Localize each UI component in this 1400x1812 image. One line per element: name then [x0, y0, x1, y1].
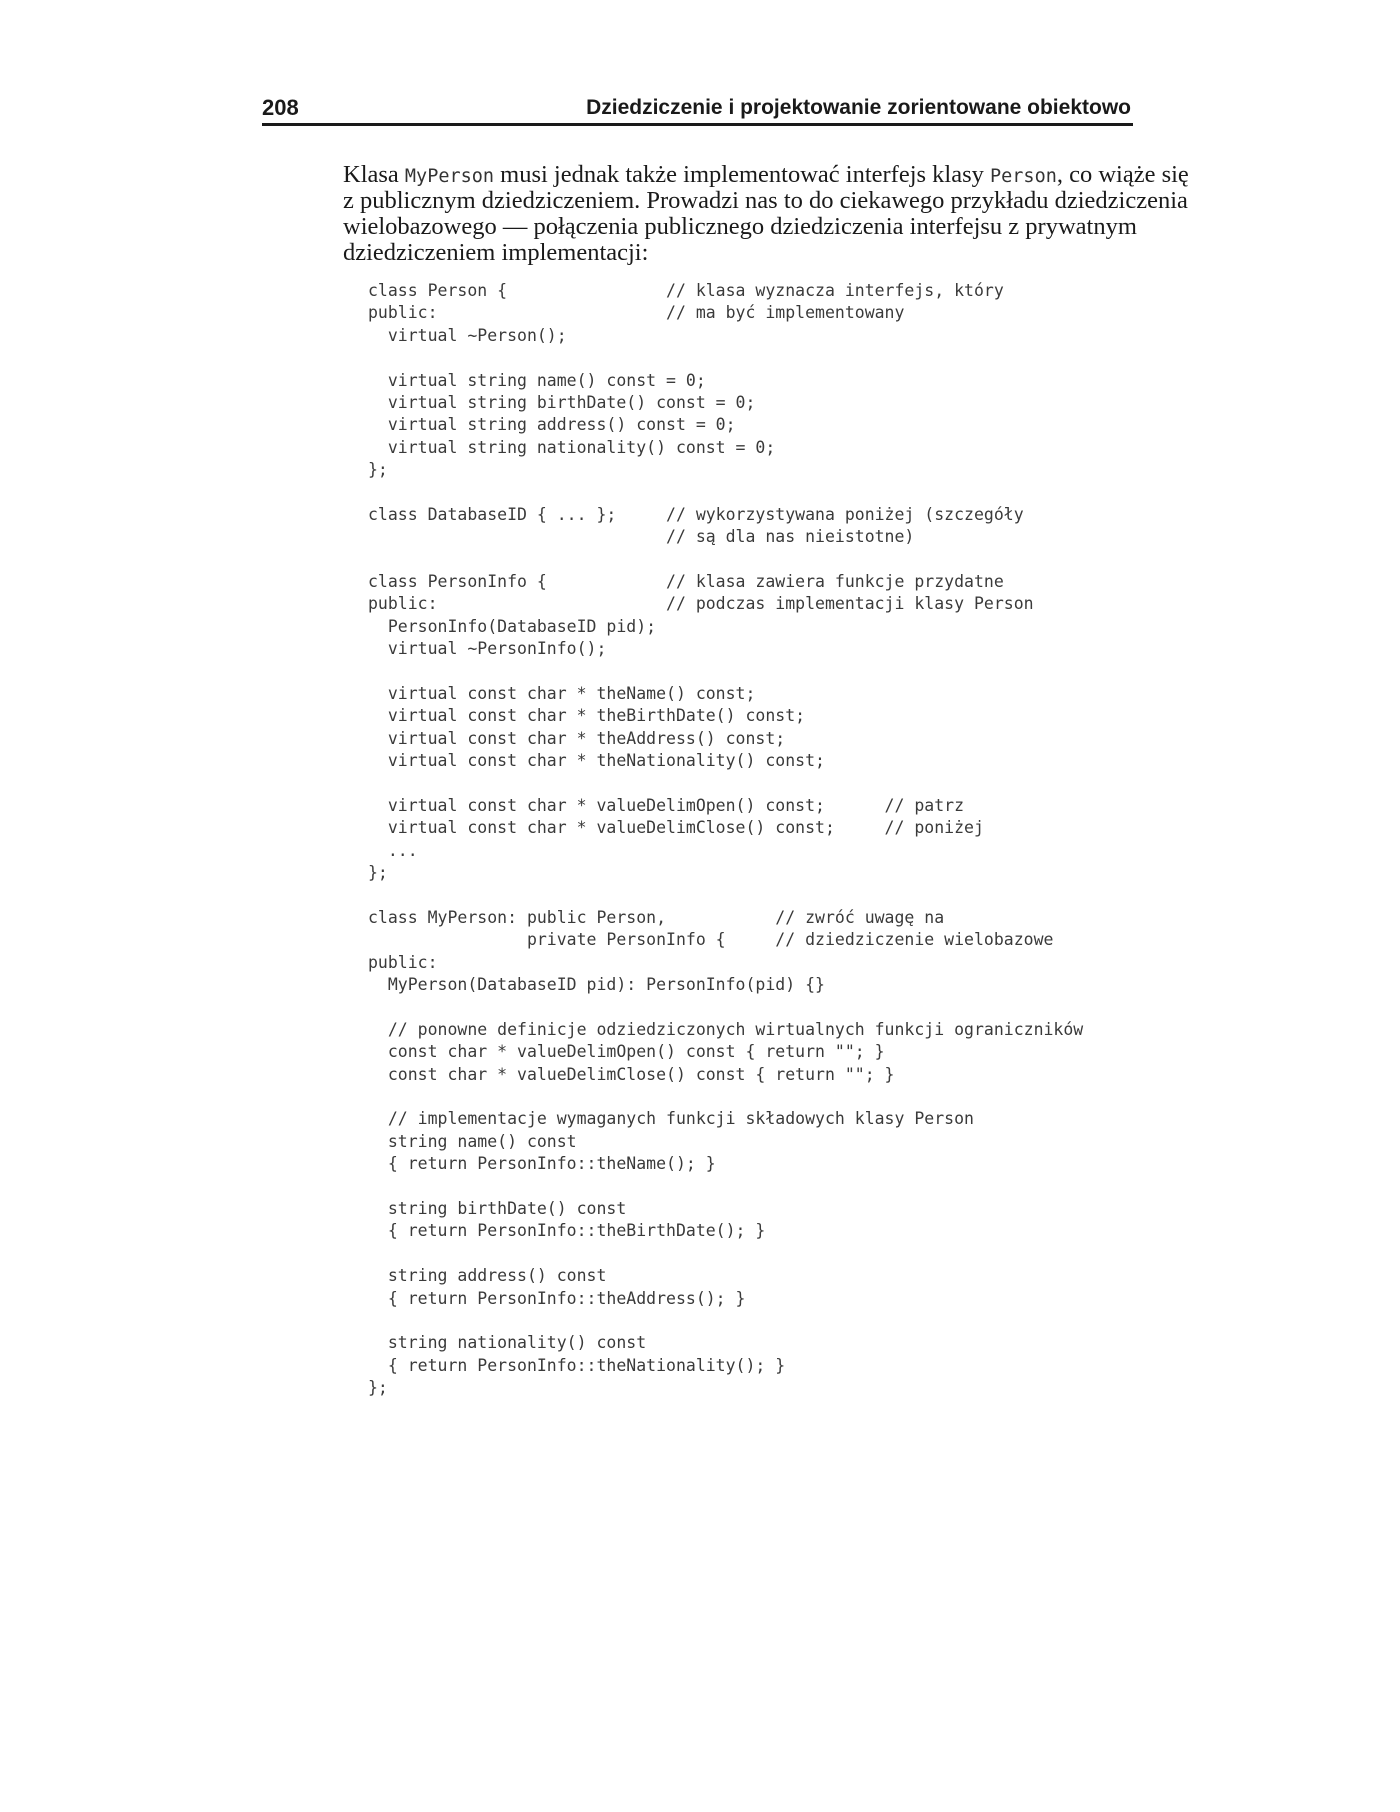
code-listing [368, 280, 1083, 1400]
code-line: // ponowne definicje odziedziczonych wirtualnych funkcji ograniczników [368, 1019, 1084, 1039]
code-line [368, 347, 1083, 369]
page-header [262, 93, 1133, 126]
paragraph-line-1 [343, 161, 1189, 188]
code-line: const char * valueDelimClose() const { return ""; } [368, 1064, 895, 1084]
code-line: virtual const char * theName() const; [368, 684, 756, 704]
inline-code-person: Person [990, 166, 1057, 187]
body-paragraph [343, 161, 1189, 266]
code-line: const char * valueDelimOpen() const { return ""; } [368, 1042, 885, 1062]
code-line: MyPerson(DatabaseID pid): PersonInfo(pid) {} [368, 975, 825, 995]
code-line [368, 885, 1083, 907]
code-line: { return PersonInfo::theNationality(); } [368, 1355, 786, 1375]
code-line: { return PersonInfo::theBirthDate(); } [368, 1221, 766, 1241]
code-line [368, 1243, 1083, 1265]
code-line: virtual string address() const = 0; [368, 415, 736, 435]
code-line [368, 1086, 1083, 1108]
code-line: }; [368, 460, 388, 480]
inline-code-myperson: MyPerson [404, 166, 495, 187]
code-line: virtual const char * theAddress() const; [368, 728, 786, 748]
code-line: // implementacje wymaganych funkcji składowych klasy Person [368, 1109, 974, 1129]
code-line: class MyPerson: public Person, // zwróć uwagę na [368, 907, 945, 927]
code-line: virtual string name() const = 0; [368, 370, 706, 390]
code-line: { return PersonInfo::theAddress(); } [368, 1288, 746, 1308]
code-line: class Person { // klasa wyznacza interfejs, który [368, 281, 1004, 300]
code-line: public: // ma być implementowany [368, 303, 905, 323]
code-line: ... [368, 840, 418, 860]
code-line: virtual string nationality() const = 0; [368, 437, 776, 457]
running-title: Dziedziczenie i projektowanie zorientowane obiektowo [586, 96, 1131, 119]
paragraph-text: Klasa [343, 161, 405, 188]
code-line [368, 661, 1083, 683]
code-line: PersonInfo(DatabaseID pid); [368, 616, 657, 636]
code-line: string name() const [368, 1131, 577, 1151]
code-line: virtual const char * theBirthDate() const; [368, 706, 806, 726]
code-line: class PersonInfo { // klasa zawiera funkcje przydatne [368, 572, 1004, 592]
paragraph-line-3: wielobazowego — połączenia publicznego dziedziczenia interfejsu z prywatnym [343, 213, 1137, 240]
code-line: string address() const [368, 1266, 607, 1286]
page-number: 208 [262, 95, 299, 120]
code-line: string nationality() const [368, 1333, 647, 1353]
code-line [368, 482, 1083, 504]
code-line: }; [368, 863, 388, 883]
code-line: class DatabaseID { ... }; // wykorzystywana poniżej (szczegóły [368, 504, 1024, 524]
code-line: }; [368, 1378, 388, 1398]
code-line: // są dla nas nieistotne) [368, 527, 915, 547]
code-line: public: // podczas implementacji klasy Person [368, 594, 1034, 614]
code-line: string birthDate() const [368, 1199, 627, 1219]
code-line: public: [368, 952, 438, 972]
paragraph-line-4: dziedziczeniem implementacji: [343, 239, 649, 266]
code-line: virtual const char * valueDelimClose() const; // poniżej [368, 818, 984, 838]
code-line: { return PersonInfo::theName(); } [368, 1154, 716, 1174]
code-line: virtual string birthDate() const = 0; [368, 392, 756, 412]
paragraph-line-2: z publicznym dziedziczeniem. Prowadzi nas to do ciekawego przykładu dziedziczenia [343, 187, 1188, 214]
paragraph-text: musi jednak także implementować interfejs klasy [494, 161, 991, 188]
paragraph-text: , co wiąże się [1056, 161, 1189, 188]
code-line: private PersonInfo { // dziedziczenie wielobazowe [368, 930, 1054, 950]
code-line: virtual const char * valueDelimOpen() const; // patrz [368, 795, 965, 815]
code-line [368, 773, 1083, 795]
code-line: virtual ~Person(); [368, 325, 567, 345]
code-line [368, 1176, 1083, 1198]
code-line: virtual ~PersonInfo(); [368, 639, 607, 659]
code-line [368, 549, 1083, 571]
code-line [368, 1310, 1083, 1332]
code-line: virtual const char * theNationality() const; [368, 751, 825, 771]
code-line [368, 997, 1083, 1019]
